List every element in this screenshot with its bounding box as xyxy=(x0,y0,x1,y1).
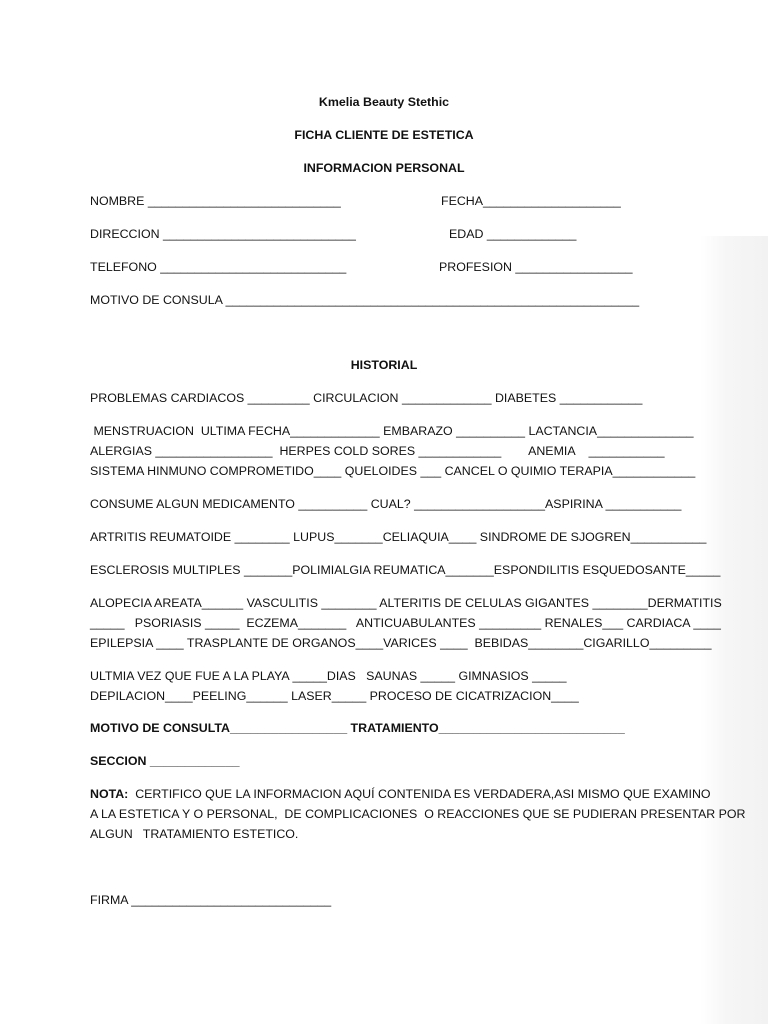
form-title: FICHA CLIENTE DE ESTETICA xyxy=(294,128,474,142)
nota-line-1 xyxy=(90,787,711,802)
telefono-field[interactable]: TELEFONO ___________________________ xyxy=(90,260,347,274)
profesion-field[interactable]: PROFESION _________________ xyxy=(439,260,633,274)
seccion-field[interactable]: SECCION _____________ xyxy=(90,754,240,768)
edad-field[interactable]: EDAD _____________ xyxy=(449,227,577,241)
historial-line[interactable]: MENSTRUACION ULTIMA FECHA_____________ EMBARAZO __________ LACTANCIA______________ xyxy=(90,424,694,438)
historial-line[interactable]: _____ PSORIASIS _____ ECZEMA_______ ANTICUABULANTES _________ RENALES___ CARDIACA ____ xyxy=(90,616,721,630)
motivo-tratamiento-field[interactable]: MOTIVO DE CONSULTA_________________ TRATAMIENTO___________________________ xyxy=(90,721,625,735)
nota-text-1: CERTIFICO QUE LA INFORMACION AQUÍ CONTENIDA ES VERDADERA,ASI MISMO QUE EXAMINO xyxy=(128,787,711,801)
historial-line[interactable]: EPILEPSIA ____ TRASPLANTE DE ORGANOS____VARICES ____ BEBIDAS________CIGARILLO_________ xyxy=(90,636,712,650)
motivo-consulta-field[interactable]: MOTIVO DE CONSULA ____________________________________________________________ xyxy=(90,293,640,307)
direccion-field[interactable]: DIRECCION ____________________________ xyxy=(90,227,356,241)
nota-label: NOTA: xyxy=(90,787,129,801)
historial-line[interactable]: SISTEMA HINMUNO COMPROMETIDO____ QUELOIDES ___ CANCEL O QUIMIO TERAPIA____________ xyxy=(90,464,696,478)
business-name: Kmelia Beauty Stethic xyxy=(318,95,450,109)
section-personal-title: INFORMACION PERSONAL xyxy=(303,161,465,175)
firma-field[interactable]: FIRMA _____________________________ xyxy=(90,893,332,907)
historial-line[interactable]: ARTRITIS REUMATOIDE ________ LUPUS_______CELIAQUIA____ SINDROME DE SJOGREN___________ xyxy=(90,530,707,544)
fecha-field[interactable]: FECHA____________________ xyxy=(441,194,621,208)
historial-line[interactable]: ALERGIAS _________________ HERPES COLD SORES ____________ ANEMIA ___________ xyxy=(90,444,665,458)
historial-line[interactable]: DEPILACION____PEELING______ LASER_____ PROCESO DE CICATRIZACION____ xyxy=(90,689,579,703)
nota-line-3: ALGUN TRATAMIENTO ESTETICO. xyxy=(90,827,299,841)
historial-line[interactable]: ALOPECIA AREATA______ VASCULITIS ________ ALTERITIS DE CELULAS GIGANTES ________DERMATITIS xyxy=(90,596,722,610)
historial-line[interactable]: CONSUME ALGUN MEDICAMENTO __________ CUAL? ___________________ASPIRINA ___________ xyxy=(90,497,682,511)
nombre-field[interactable]: NOMBRE ____________________________ xyxy=(90,194,341,208)
historial-line[interactable]: ESCLEROSIS MULTIPLES _______POLIMIALGIA REUMATICA_______ESPONDILITIS ESQUEDOSANTE_____ xyxy=(90,563,721,577)
historial-line[interactable]: PROBLEMAS CARDIACOS _________ CIRCULACION _____________ DIABETES ____________ xyxy=(90,391,643,405)
historial-line[interactable]: ULTMIA VEZ QUE FUE A LA PLAYA _____DIAS SAUNAS _____ GIMNASIOS _____ xyxy=(90,669,567,683)
nota-line-2: A LA ESTETICA Y O PERSONAL, DE COMPLICACIONES O REACCIONES QUE SE PUDIERAN PRESENTAR POR xyxy=(90,807,746,821)
historial-title: HISTORIAL xyxy=(350,358,418,372)
